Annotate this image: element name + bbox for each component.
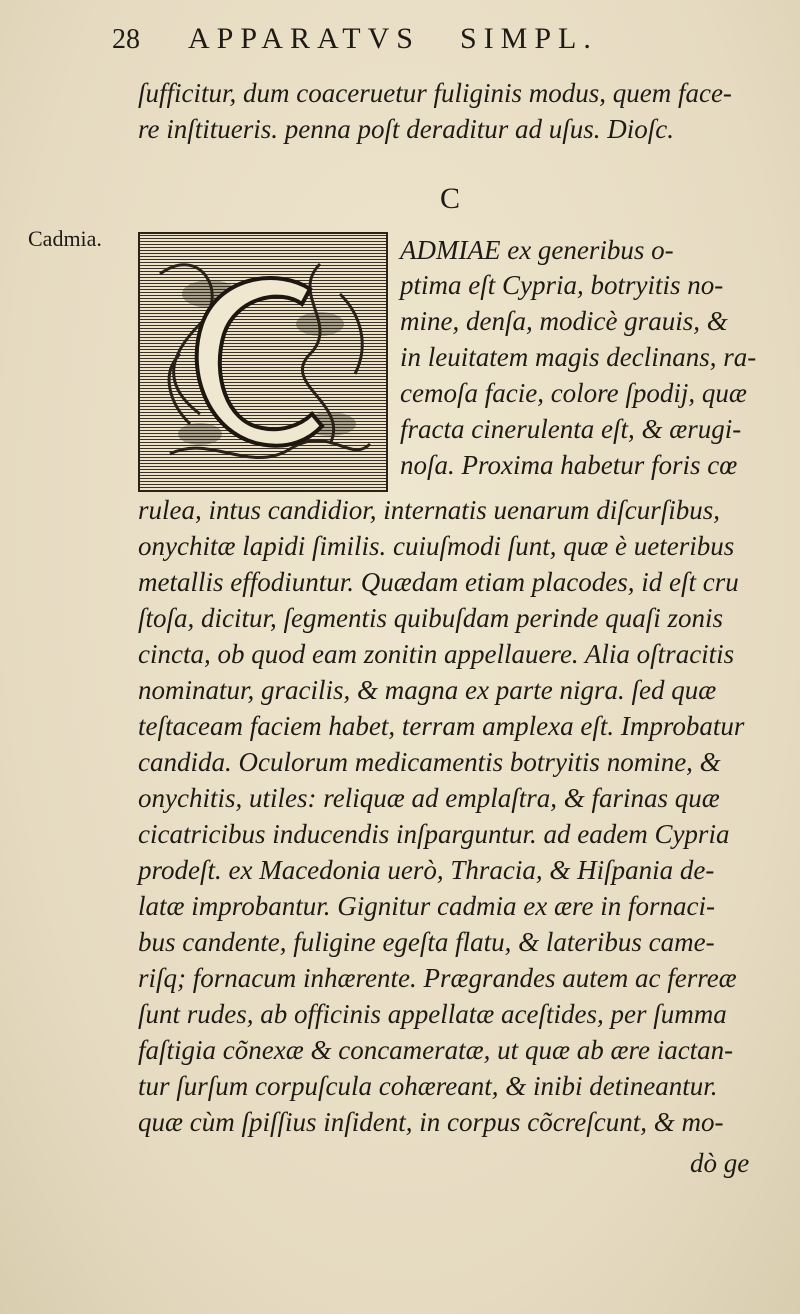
text-line: metallis effodiuntur. Quædam etiam placodes, id eſt cru (138, 567, 739, 597)
text-line: ſunt rudes, ab officinis appellatæ aceſtides, per ſumma (138, 999, 727, 1029)
text-line: nominatur, gracilis, & magna ex parte nigra. ſed quæ (138, 675, 717, 705)
text-line: re inſtitueris. penna poſt deraditur ad uſus. Dioſc. (138, 114, 674, 144)
text-line: ADMIAE ex generibus o- (400, 235, 674, 265)
text-line: rulea, intus candidior, internatis uenarum diſcurſibus, (138, 495, 721, 525)
catchword: dò ge (690, 1148, 750, 1178)
text-line: cemoſa facie, colore ſpodij, quæ (400, 378, 747, 408)
running-title-part1: APPARATVS (188, 22, 420, 55)
running-title (188, 22, 598, 56)
text-line: noſa. Proxima habetur foris cœ (400, 450, 738, 480)
text-line: onychitæ lapidi ſimilis. cuiuſmodi ſunt, quæ è ueteribus (138, 531, 735, 561)
text-line: tur ſurſum corpuſcula cohæreant, & inibi detineantur. (138, 1071, 718, 1101)
text-line: mine, denſa, modicè grauis, & (400, 306, 728, 336)
page-number: 28 (112, 24, 140, 55)
text-line: bus candente, fuligine egeſta flatu, & lateribus came- (138, 927, 715, 957)
text-line: cincta, ob quod eam zonitin appellauere. Alia oſtracitis (138, 639, 735, 669)
text-line: cicatricibus inducendis inſparguntur. ad eadem Cypria (138, 819, 730, 849)
section-letter: C (440, 182, 461, 215)
text-line: ſtoſa, dicitur, ſegmentis quibuſdam perinde quaſi zonis (138, 603, 723, 633)
text-line: in leuitatem magis declinans, ra- (400, 342, 757, 372)
text-line: riſq; fornacum inhærente. Prægrandes autem ac ferreæ (138, 963, 737, 993)
text-line: onychitis, utiles: reliquæ ad emplaſtra, & farinas quæ (138, 783, 720, 813)
running-header (112, 22, 672, 66)
text-line: fracta cinerulenta eſt, & ærugi- (400, 414, 742, 444)
text-line: candida. Oculorum medicamentis botryitis nomine, & (138, 747, 721, 777)
decorated-initial-c-icon (138, 232, 388, 492)
text-line: prodeſt. ex Macedonia uerò, Thracia, & Hiſpania de- (138, 855, 715, 885)
text-line: quæ cùm ſpiſſius inſident, in corpus cõcreſcunt, & mo- (138, 1107, 724, 1137)
text-line: faſtigia cõnexæ & concameratæ, ut quæ ab ære iactan- (138, 1035, 734, 1065)
text-line: latæ improbantur. Gignitur cadmia ex ære in fornaci- (138, 891, 715, 921)
running-title-part2: SIMPL. (459, 22, 598, 55)
text-line: teſtaceam faciem habet, terram amplexa eſt. Improbatur (138, 711, 745, 741)
text-line: ſufficitur, dum coaceruetur fuliginis modus, quem face- (138, 78, 732, 108)
margin-note: Cadmia. (28, 226, 102, 251)
text-line: ptima eſt Cypria, botryitis no- (400, 270, 724, 300)
